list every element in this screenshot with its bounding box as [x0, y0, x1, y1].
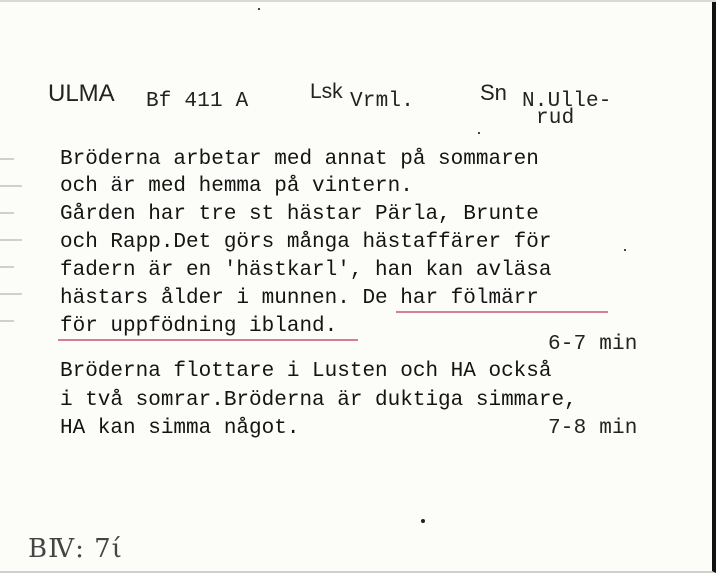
time-note-2: 7-8 min: [548, 417, 638, 440]
body-line: Bröderna arbetar med annat på sommaren: [60, 148, 539, 171]
body-line: och Rapp.Det görs många hästaffärer för: [60, 231, 552, 254]
edge-tick: [0, 293, 22, 295]
edge-tick: [0, 158, 14, 160]
edge-tick: [0, 266, 14, 268]
ink-speck: [258, 8, 260, 10]
time-note-1: 6-7 min: [548, 333, 638, 356]
body-line: i två somrar.Bröderna är duktiga simmare,: [60, 389, 577, 412]
lsk-label: Lsk: [310, 80, 343, 103]
body-line: fadern är en 'hästkarl', han kan avläsa: [60, 259, 552, 282]
sn-label: Sn: [480, 80, 507, 105]
lsk-value: Vrml.: [350, 90, 415, 113]
body-line: Gården har tre st hästar Pärla, Brunte: [60, 203, 539, 226]
body-line: för uppfödning ibland.: [60, 315, 338, 338]
body-line: och är med hemma på vintern.: [60, 175, 413, 198]
ink-speck: [624, 249, 626, 251]
ulma-label: ULMA: [48, 80, 115, 107]
edge-tick: [0, 185, 22, 187]
bf-code: Bf 411 A: [146, 90, 249, 113]
edge-tick: [0, 239, 22, 241]
highlight-underline: [396, 311, 608, 313]
highlight-underline: [58, 339, 358, 341]
ink-speck: [478, 132, 480, 134]
ink-speck: [421, 519, 425, 523]
body-line: hästars ålder i munnen. De har fölmärr: [60, 287, 539, 310]
edge-tick: [0, 212, 14, 214]
card-top-edge: [0, 0, 716, 2]
body-line: Bröderna flottare i Lusten och HA också: [60, 360, 552, 383]
edge-tick: [0, 320, 14, 322]
body-line: HA kan simma något.: [60, 417, 300, 440]
sn-value-line2: rud: [536, 107, 575, 130]
handwritten-reference: BⅣ: 7ί: [28, 534, 123, 564]
sn-value-line1: N.Ulle-: [522, 90, 612, 113]
